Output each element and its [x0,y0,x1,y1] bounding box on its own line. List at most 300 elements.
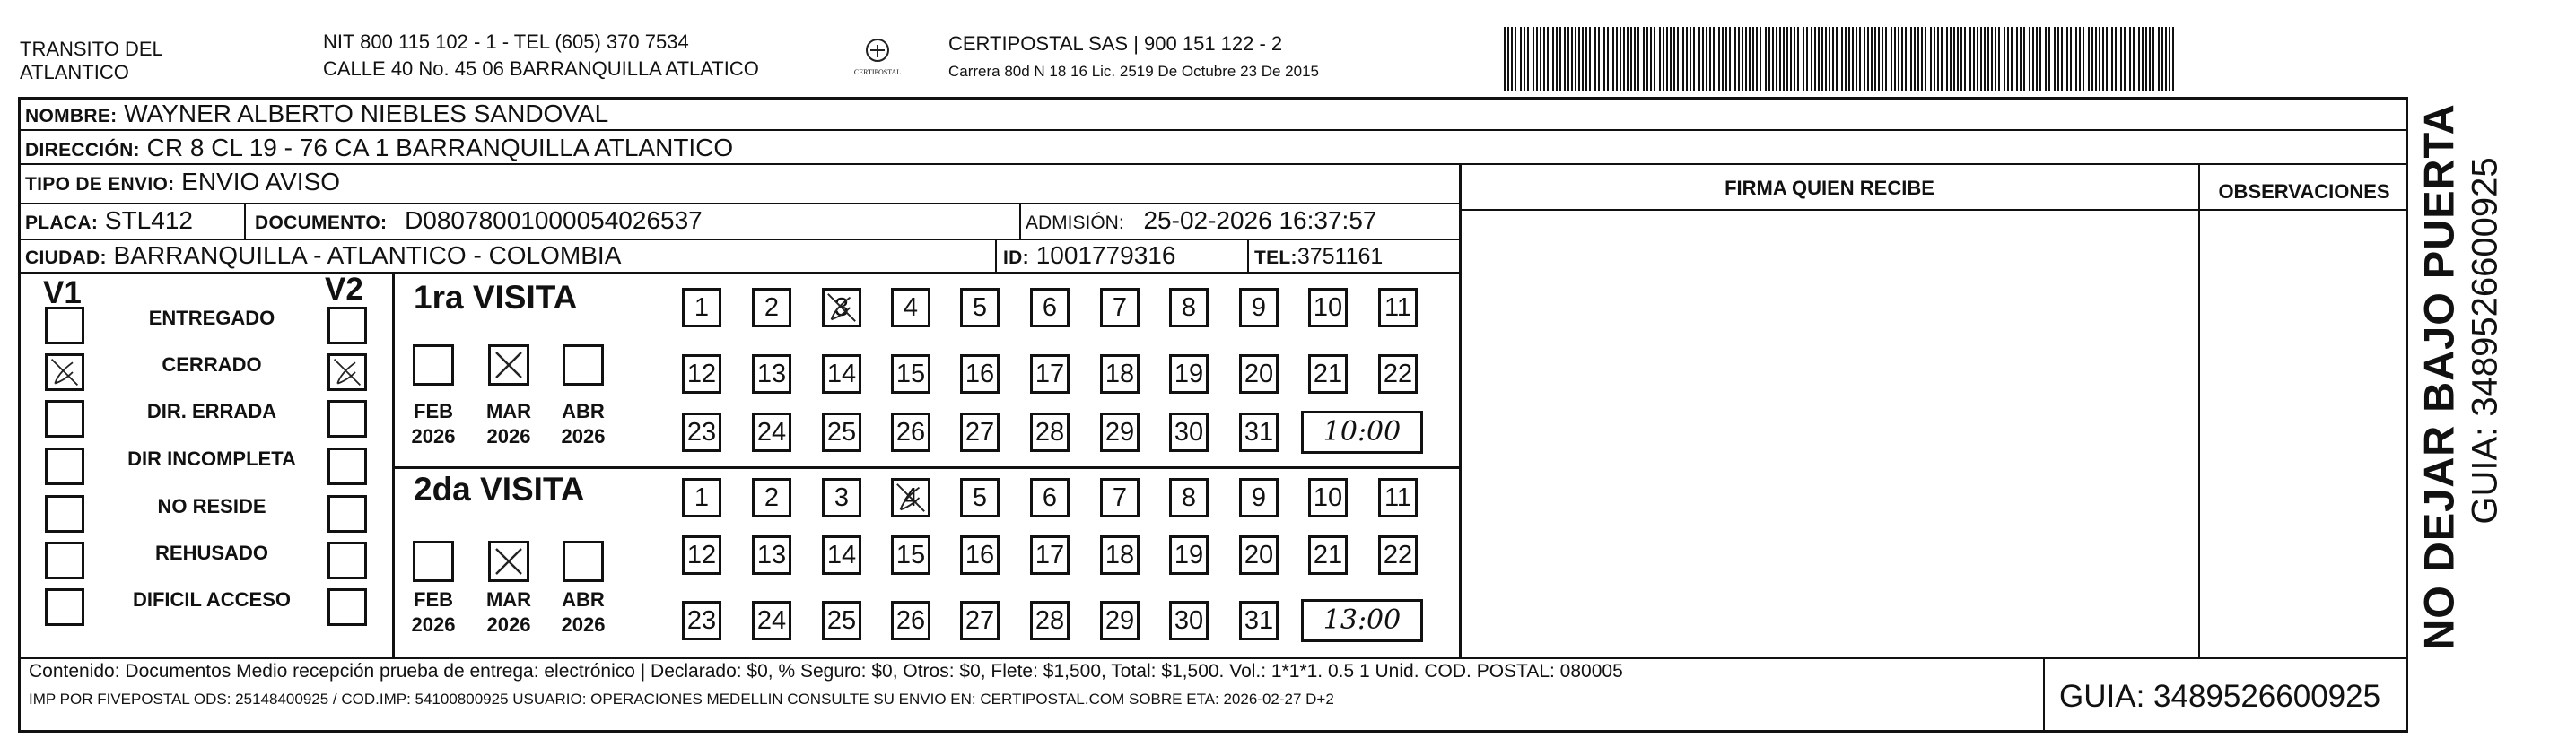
barcode-bar [1666,27,1668,91]
v1-checkbox[interactable] [45,448,84,485]
barcode-bar [1832,27,1834,91]
month-label [402,399,465,449]
day-box[interactable]: 31 [1239,413,1279,452]
month-label [402,587,465,638]
v1-checkbox[interactable] [45,542,84,579]
barcode-bar [1969,27,1971,91]
month-year: 2026 [486,613,531,636]
documento-value: D08078001000054026537 [405,206,703,234]
visit-title: 2da VISITA [414,471,585,508]
status-label: REHUSADO [155,542,268,564]
barcode-bar [1659,27,1661,91]
field-placa [25,206,193,238]
barcode-bar [1742,27,1743,91]
barcode-bar [1673,27,1675,91]
barcode-bar [1722,27,1724,91]
month-label [552,587,615,638]
footer-guia: GUIA: 3489526600925 [2059,679,2381,714]
barcode [1498,27,2180,91]
barcode-bar [2061,27,2063,91]
barcode-bar [1752,27,1754,91]
barcode-bar [2045,27,2047,91]
barcode-bar [1836,27,1838,91]
barcode-bar [1690,27,1691,91]
day-box[interactable]: 25 [822,413,861,452]
barcode-bar [1925,27,1926,91]
barcode-bar [1797,27,1799,91]
month-checkbox[interactable] [413,541,454,582]
certipostal-logo [851,34,904,84]
barcode-bar [1818,27,1820,91]
barcode-bar [2145,27,2147,91]
day-box[interactable]: 2 [752,478,791,517]
barcode-bar [2158,27,2160,91]
barcode-bar [1571,27,1573,91]
status-label: CERRADO [162,353,262,376]
v1-checkbox[interactable] [45,495,84,533]
barcode-bar [1589,27,1591,91]
barcode-bar [1524,27,1525,91]
barcode-bar [2088,27,2090,91]
barcode-bar [1582,27,1584,91]
day-box[interactable]: 18 [1100,535,1140,575]
field-admision [1026,206,1376,238]
rule-line [1247,239,1249,272]
barcode-bar [2036,27,2038,91]
month-label [477,399,540,449]
observations-area[interactable] [2200,212,2408,657]
sender-name [20,38,163,84]
day-box[interactable]: 7 [1100,288,1140,327]
barcode-bar [1620,27,1621,91]
barcode-bar [2029,27,2030,91]
side-guia: GUIA: 3489526600925 [2465,157,2505,525]
barcode-bar [1811,27,1812,91]
barcode-bar [2083,27,2084,91]
company-line: CERTIPOSTAL SAS | 900 151 122 - 2 [948,32,1283,55]
month-name: ABR [562,400,605,422]
v2-header: V2 [325,272,363,307]
rule-line [18,203,1459,204]
barcode-bar [1515,27,1516,91]
logo-text: CERTIPOSTAL [853,68,902,76]
barcode-bar [1507,27,1509,91]
day-box[interactable]: 10 [1308,288,1348,327]
barcode-bar [2007,27,2009,91]
day-box[interactable]: 31 [1239,601,1279,640]
barcode-bar [1930,27,1932,91]
barcode-bar [1607,27,1609,91]
rule-line [18,239,1459,240]
barcode-bar [1533,27,1534,91]
day-box[interactable]: 28 [1030,413,1070,452]
direccion-value: CR 8 CL 19 - 76 CA 1 BARRANQUILLA ATLANTICO [146,134,734,161]
barcode-bar [2152,27,2154,91]
check-mark-icon [491,347,527,383]
admision-label: ADMISIÓN: [1026,213,1124,233]
direccion-label: DIRECCIÓN: [25,140,140,161]
barcode-bar [1559,27,1561,91]
barcode-bar [1964,27,1966,91]
barcode-bar [1623,27,1625,91]
barcode-bar [1612,27,1614,91]
month-name: FEB [414,400,453,422]
barcode-bar [2115,27,2117,91]
tel-label: TEL: [1254,248,1297,268]
day-box[interactable]: 4 [891,478,930,517]
barcode-bar [1706,27,1707,91]
day-box[interactable]: 7 [1100,478,1140,517]
placa-value: STL412 [104,206,193,234]
month-label [477,587,540,638]
day-box[interactable]: 27 [960,601,1000,640]
day-box[interactable]: 9 [1239,288,1279,327]
rule-line [1459,209,2408,211]
nombre-value: WAYNER ALBERTO NIEBLES SANDOVAL [124,100,609,127]
barcode-bar [1878,27,1880,91]
month-name: FEB [414,588,453,611]
barcode-bar [1960,27,1962,91]
barcode-bar [2169,27,2170,91]
day-box[interactable]: 11 [1378,478,1418,517]
status-label: DIFICIL ACCESO [132,588,291,611]
barcode-bar [1885,27,1887,91]
barcode-bar [1871,27,1873,91]
day-box[interactable]: 29 [1100,413,1140,452]
day-box[interactable]: 22 [1378,354,1418,394]
handwritten-time: 10:00 [1323,416,1402,448]
barcode-bar [1914,27,1916,91]
visit-title: 1ra VISITA [414,279,578,316]
barcode-bar [1594,27,1596,91]
barcode-bar [2099,27,2100,91]
barcode-bar [1738,27,1740,91]
day-box[interactable]: 21 [1308,535,1348,575]
barcode-bar [1556,27,1558,91]
barcode-bar [1585,27,1587,91]
day-box[interactable]: 25 [822,601,861,640]
barcode-bar [1950,27,1952,91]
barcode-bar [1910,27,1912,91]
barcode-bar [2023,27,2025,91]
barcode-bar [1821,27,1823,91]
day-box[interactable]: 22 [1378,535,1418,575]
barcode-bar [1917,27,1919,91]
day-box[interactable]: 17 [1030,535,1070,575]
barcode-bar [1864,27,1865,91]
barcode-bar [1682,27,1684,91]
day-box[interactable]: 29 [1100,601,1140,640]
handwritten-time: 13:00 [1323,604,1402,636]
day-box[interactable]: 26 [891,601,930,640]
barcode-bar [1829,27,1830,91]
barcode-bar [1670,27,1672,91]
barcode-bar [1547,27,1549,91]
barcode-bar [2004,27,2005,91]
day-box[interactable]: 18 [1100,354,1140,394]
day-box[interactable]: 2 [752,288,791,327]
day-box[interactable]: 26 [891,413,930,452]
month-checkbox[interactable] [563,344,604,386]
sender-line-1: TRANSITO DEL [20,38,163,60]
day-box[interactable]: 15 [891,354,930,394]
day-box[interactable]: 24 [752,413,791,452]
firma-header: FIRMA QUIEN RECIBE [1725,177,1934,199]
barcode-bar [1745,27,1747,91]
month-year: 2026 [411,425,456,448]
barcode-bar [1776,27,1777,91]
day-box[interactable]: 16 [960,535,1000,575]
barcode-bar [2172,27,2174,91]
check-mark-icon [491,543,527,579]
barcode-bar [1874,27,1876,91]
rule-line [244,203,246,239]
day-box[interactable]: 1 [682,478,721,517]
day-box[interactable]: 12 [682,354,721,394]
barcode-bar [1718,27,1720,91]
day-box[interactable]: 8 [1169,478,1209,517]
day-box[interactable]: 14 [822,354,861,394]
barcode-bar [1867,27,1869,91]
barcode-bar [1543,27,1545,91]
barcode-bar [2102,27,2104,91]
ciudad-value: BARRANQUILLA - ATLANTICO - COLOMBIA [113,241,622,269]
handwritten-check-icon [825,291,859,325]
barcode-bar [2054,27,2056,91]
no-dejar-bajo-puerta: NO DEJAR BAJO PUERTA [2414,103,2463,650]
barcode-bar [1845,27,1847,91]
month-name: MAR [485,588,532,611]
month-year: 2026 [561,613,606,636]
barcode-bar [2032,27,2034,91]
barcode-bar [1772,27,1774,91]
nombre-label: NOMBRE: [25,106,118,126]
barcode-bar [1603,27,1605,91]
day-box[interactable]: 8 [1169,288,1209,327]
barcode-bar [1841,27,1843,91]
barcode-bar [2120,27,2122,91]
day-box[interactable]: 14 [822,535,861,575]
day-box[interactable]: 30 [1169,601,1209,640]
day-box[interactable]: 10 [1308,478,1348,517]
month-year: 2026 [486,425,531,448]
day-box[interactable]: 1 [682,288,721,327]
barcode-bar [2057,27,2059,91]
barcode-bar [1527,27,1529,91]
barcode-bar [1725,27,1727,91]
company-license: Carrera 80d N 18 16 Lic. 2519 De Octubre 23 De 2015 [948,63,1319,80]
day-box[interactable]: 9 [1239,478,1279,517]
barcode-bar [2106,27,2108,91]
day-box[interactable]: 30 [1169,413,1209,452]
month-label [552,399,615,449]
barcode-bar [1901,27,1903,91]
rule-line [2043,657,2045,733]
day-box[interactable]: 5 [960,288,1000,327]
v1-checkbox[interactable] [45,400,84,438]
barcode-bar [2133,27,2135,91]
day-box[interactable]: 3 [822,478,861,517]
barcode-bar [1575,27,1576,91]
barcode-bar [2138,27,2140,91]
day-box[interactable]: 27 [960,413,1000,452]
barcode-bar [1995,27,1996,91]
day-box[interactable]: 6 [1030,288,1070,327]
barcode-bar [1616,27,1618,91]
barcode-bar [1749,27,1751,91]
barcode-bar [1905,27,1907,91]
barcode-bar [1702,27,1704,91]
status-label: ENTREGADO [148,307,275,329]
barcode-bar [1646,27,1648,91]
barcode-bar [1921,27,1923,91]
barcode-bar [2165,27,2167,91]
barcode-bar [1934,27,1935,91]
day-box[interactable]: 6 [1030,478,1070,517]
barcode-bar [2129,27,2131,91]
barcode-bar [2149,27,2151,91]
barcode-bar [1540,27,1541,91]
day-box[interactable]: 3 [822,288,861,327]
barcode-bar [2091,27,2093,91]
day-box[interactable]: 15 [891,535,930,575]
barcode-bar [1520,27,1522,91]
handwritten-check-icon [48,356,82,388]
barcode-graphic [1498,27,2180,91]
barcode-bar [1882,27,1883,91]
field-ciudad [25,241,621,273]
rule-line [392,272,395,657]
barcode-bar [2124,27,2126,91]
barcode-bar [1803,27,1804,91]
day-box[interactable]: 17 [1030,354,1070,394]
month-checkbox[interactable] [563,541,604,582]
barcode-bar [2075,27,2077,91]
barcode-bar [2048,27,2050,91]
placa-label: PLACA: [25,213,99,233]
barcode-bar [2020,27,2022,91]
barcode-bar [1504,27,1506,91]
barcode-bar [1734,27,1736,91]
day-box[interactable]: 23 [682,601,721,640]
barcode-bar [1783,27,1785,91]
month-checkbox[interactable] [488,344,529,386]
sender-address: CALLE 40 No. 45 06 BARRANQUILLA ATLATICO [323,57,759,80]
day-box[interactable]: 19 [1169,535,1209,575]
barcode-bar [1768,27,1770,91]
status-label: DIR INCOMPLETA [127,448,296,470]
logo-icon [851,34,904,84]
barcode-bar [2070,27,2072,91]
barcode-bar [1564,27,1566,91]
day-box[interactable]: 5 [960,478,1000,517]
barcode-bar [1709,27,1711,91]
barcode-bar [1856,27,1857,91]
tel-value: 3751161 [1297,244,1384,269]
barcode-bar [1984,27,1986,91]
barcode-bar [2066,27,2068,91]
field-direccion [25,134,733,165]
barcode-bar [2111,27,2113,91]
month-checkbox[interactable] [413,344,454,386]
barcode-bar [1894,27,1896,91]
month-checkbox[interactable] [488,541,529,582]
barcode-bar [1643,27,1645,91]
barcode-bar [1794,27,1795,91]
id-value: 1001779316 [1035,241,1176,269]
barcode-bar [1937,27,1939,91]
field-id [1003,241,1175,273]
barcode-bar [1852,27,1854,91]
day-box[interactable]: 13 [752,354,791,394]
barcode-bar [1973,27,1975,91]
documento-label: DOCUMENTO: [255,213,388,233]
barcode-bar [1686,27,1688,91]
barcode-bar [1848,27,1850,91]
v1-checkbox[interactable] [45,588,84,626]
barcode-bar [1693,27,1695,91]
barcode-bar [1825,27,1827,91]
day-box[interactable]: 20 [1239,535,1279,575]
barcode-bar [1891,27,1892,91]
barcode-bar [1977,27,1978,91]
status-label: NO RESIDE [157,495,266,517]
barcode-bar [2011,27,2013,91]
day-box[interactable]: 13 [752,535,791,575]
barcode-bar [1998,27,2000,91]
barcode-bar [1567,27,1569,91]
day-box[interactable]: 28 [1030,601,1070,640]
signature-area[interactable] [1461,212,2198,657]
day-box[interactable]: 23 [682,413,721,452]
handwritten-check-icon [894,481,928,515]
day-box[interactable]: 21 [1308,354,1348,394]
barcode-bar [1953,27,1955,91]
barcode-bar [1713,27,1715,91]
barcode-bar [1756,27,1758,91]
day-box[interactable]: 19 [1169,354,1209,394]
barcode-bar [1898,27,1899,91]
v1-header: V1 [43,275,82,310]
day-box[interactable]: 16 [960,354,1000,394]
time-box[interactable] [1301,411,1423,454]
day-box[interactable]: 12 [682,535,721,575]
day-box[interactable]: 11 [1378,288,1418,327]
barcode-bar [1650,27,1652,91]
barcode-bar [1765,27,1767,91]
barcode-bar [2016,27,2018,91]
v1-checkbox[interactable] [45,307,84,344]
day-box[interactable]: 4 [891,288,930,327]
id-label: ID: [1003,248,1029,268]
barcode-bar [2142,27,2144,91]
barcode-bar [1980,27,1982,91]
time-box[interactable] [1301,599,1423,642]
barcode-bar [1552,27,1554,91]
barcode-bar [1814,27,1816,91]
v1-checkbox[interactable] [45,353,84,391]
day-box[interactable]: 24 [752,601,791,640]
day-box[interactable]: 20 [1239,354,1279,394]
month-name: ABR [562,588,605,611]
barcode-bar [1946,27,1948,91]
sender-line-2: ATLANTICO [20,61,129,83]
field-nombre [25,100,608,131]
barcode-bar [2095,27,2097,91]
barcode-bar [1598,27,1600,91]
barcode-bar [1637,27,1639,91]
footer-imp: IMP POR FIVEPOSTAL ODS: 25148400925 / COD.IMP: 54100800925 USUARIO: OPERACIONES MEDELLIN CONSULTE SU ENVIO EN: CERTIPOSTAL.COM SOBRE ETA: 2026-02-27 D+2 [29,691,1334,708]
